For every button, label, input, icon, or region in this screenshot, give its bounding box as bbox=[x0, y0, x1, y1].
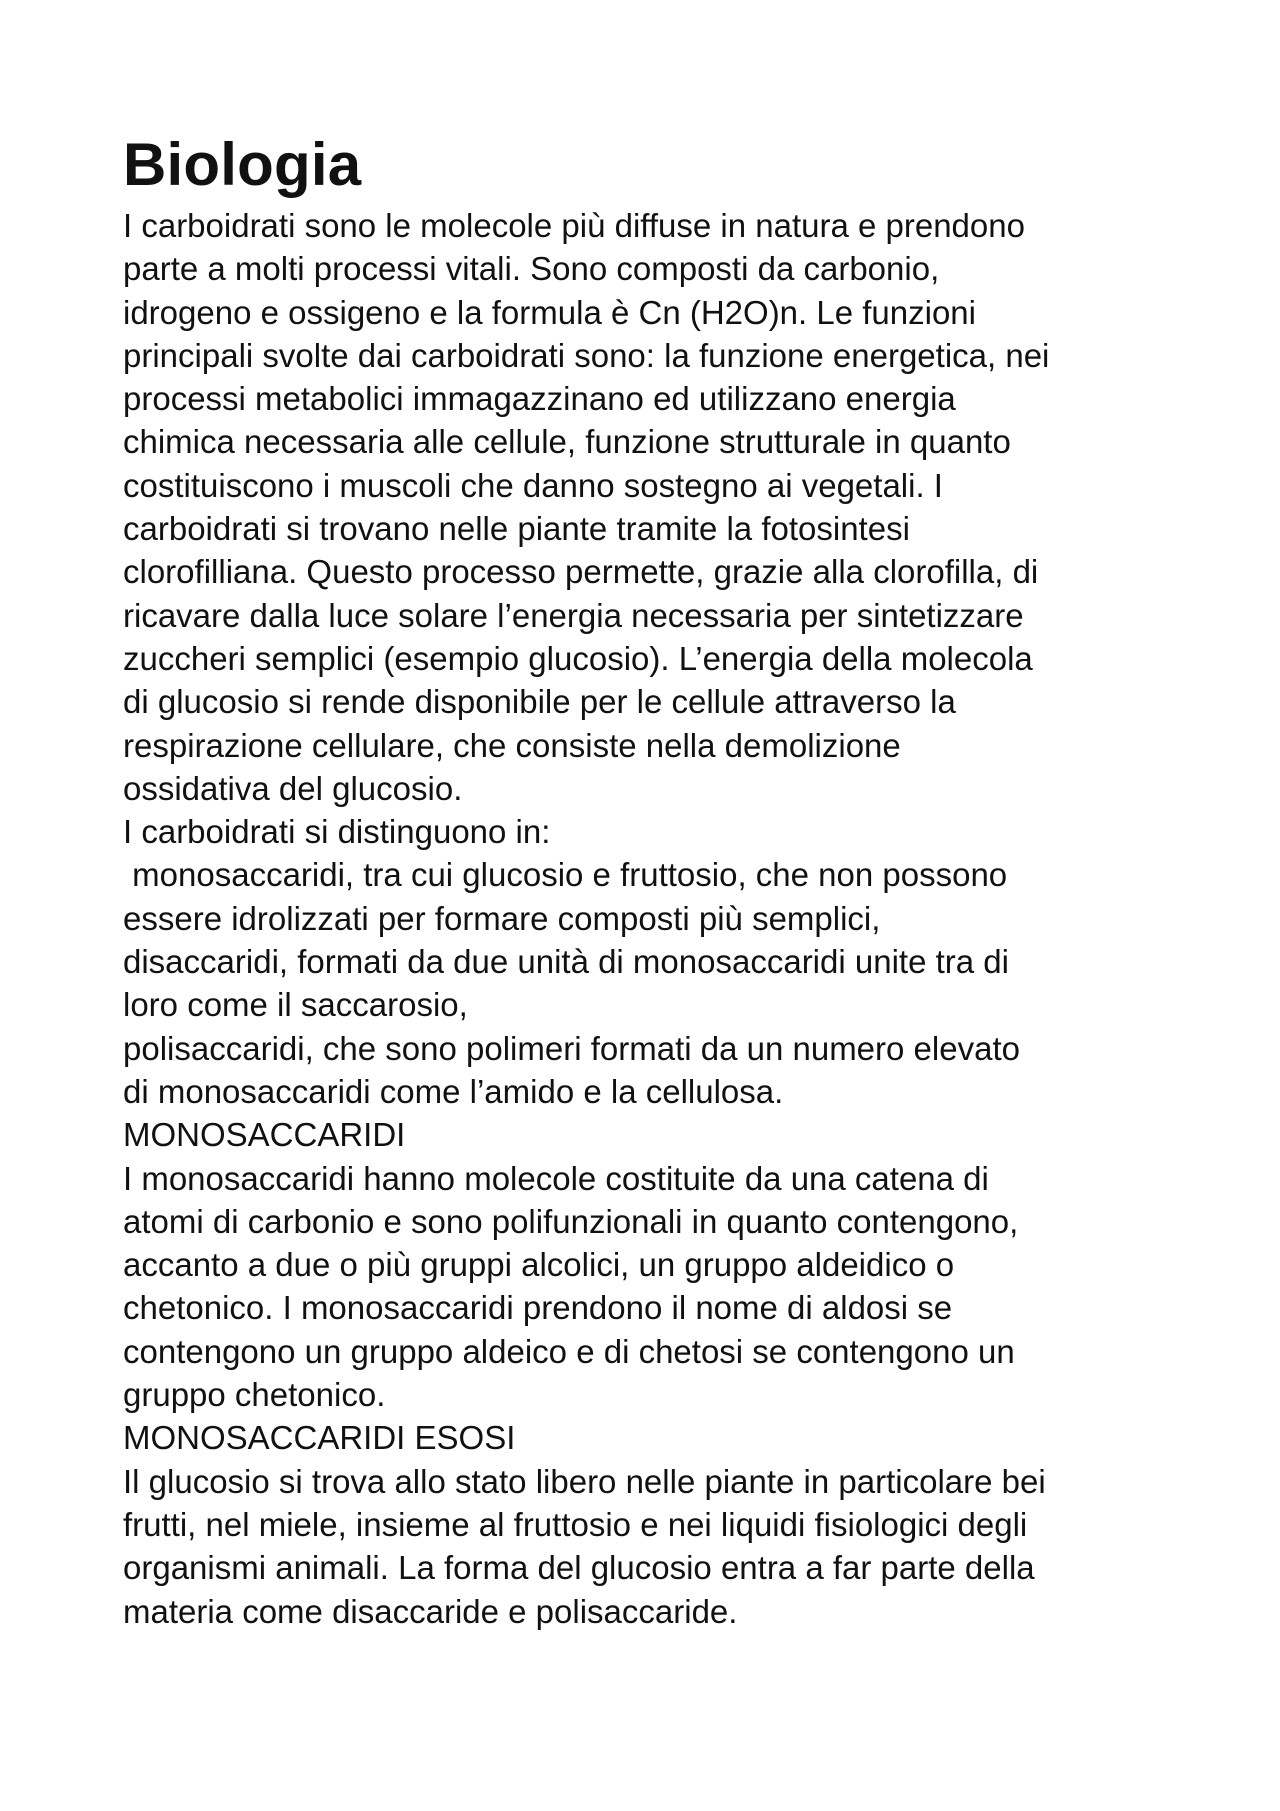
text-line: gruppo chetonico. bbox=[123, 1376, 386, 1414]
text-line: polisaccaridi, che sono polimeri formati da un numero elevato bbox=[123, 1029, 1020, 1067]
section-heading: MONOSACCARIDI ESOSI bbox=[123, 1419, 516, 1457]
document-body bbox=[123, 204, 1183, 1633]
text-line: di glucosio si rende disponibile per le cellule attraverso la bbox=[123, 683, 956, 721]
text-line: parte a molti processi vitali. Sono composti da carbonio, bbox=[123, 250, 940, 288]
text-line: zuccheri semplici (esempio glucosio). L’energia della molecola bbox=[123, 639, 1033, 677]
text-line: chetonico. I monosaccaridi prendono il nome di aldosi se bbox=[123, 1289, 953, 1327]
text-line: chimica necessaria alle cellule, funzione strutturale in quanto bbox=[123, 423, 1011, 461]
document-page bbox=[123, 128, 1183, 1633]
text-line: loro come il saccarosio, bbox=[123, 986, 468, 1024]
section-heading: MONOSACCARIDI bbox=[123, 1116, 406, 1154]
text-line: monosaccaridi, tra cui glucosio e fruttosio, che non possono bbox=[123, 856, 1008, 894]
text-line: frutti, nel miele, insieme al fruttosio e nei liquidi fisiologici degli bbox=[123, 1505, 1028, 1543]
text-line: atomi di carbonio e sono polifunzionali in quanto contengono, bbox=[123, 1202, 1019, 1240]
text-line: di monosaccaridi come l’amido e la cellulosa. bbox=[123, 1072, 784, 1110]
text-line: accanto a due o più gruppi alcolici, un gruppo aldeidico o bbox=[123, 1246, 955, 1284]
text-line: clorofilliana. Questo processo permette, grazie alla clorofilla, di bbox=[123, 553, 1039, 591]
text-line: ossidativa del glucosio. bbox=[123, 769, 463, 807]
text-line: idrogeno e ossigeno e la formula è Cn (H2O)n. Le funzioni bbox=[123, 293, 976, 331]
document-title: Biologia bbox=[123, 131, 362, 198]
text-line: contengono un gruppo aldeico e di chetosi se contengono un bbox=[123, 1332, 1015, 1370]
text-line: essere idrolizzati per formare composti più semplici, bbox=[123, 899, 881, 937]
text-line: costituiscono i muscoli che danno sostegno ai vegetali. I bbox=[123, 466, 943, 504]
text-line: I monosaccaridi hanno molecole costituite da una catena di bbox=[123, 1159, 989, 1197]
text-line: I carboidrati sono le molecole più diffuse in natura e prendono bbox=[123, 207, 1025, 244]
text-line: ricavare dalla luce solare l’energia necessaria per sintetizzare bbox=[123, 596, 1024, 634]
text-line: respirazione cellulare, che consiste nella demolizione bbox=[123, 726, 901, 764]
text-line: disaccaridi, formati da due unità di monosaccaridi unite tra di bbox=[123, 943, 1009, 981]
text-line: I carboidrati si distinguono in: bbox=[123, 813, 551, 851]
text-line: organismi animali. La forma del glucosio entra a far parte della bbox=[123, 1549, 1035, 1587]
text-line: materia come disaccaride e polisaccaride. bbox=[123, 1592, 738, 1630]
text-line: principali svolte dai carboidrati sono: la funzione energetica, nei bbox=[123, 336, 1050, 374]
text-line: Il glucosio si trova allo stato libero nelle piante in particolare bei bbox=[123, 1462, 1046, 1500]
text-line: carboidrati si trovano nelle piante tramite la fotosintesi bbox=[123, 510, 910, 548]
text-line: processi metabolici immagazzinano ed utilizzano energia bbox=[123, 380, 956, 418]
